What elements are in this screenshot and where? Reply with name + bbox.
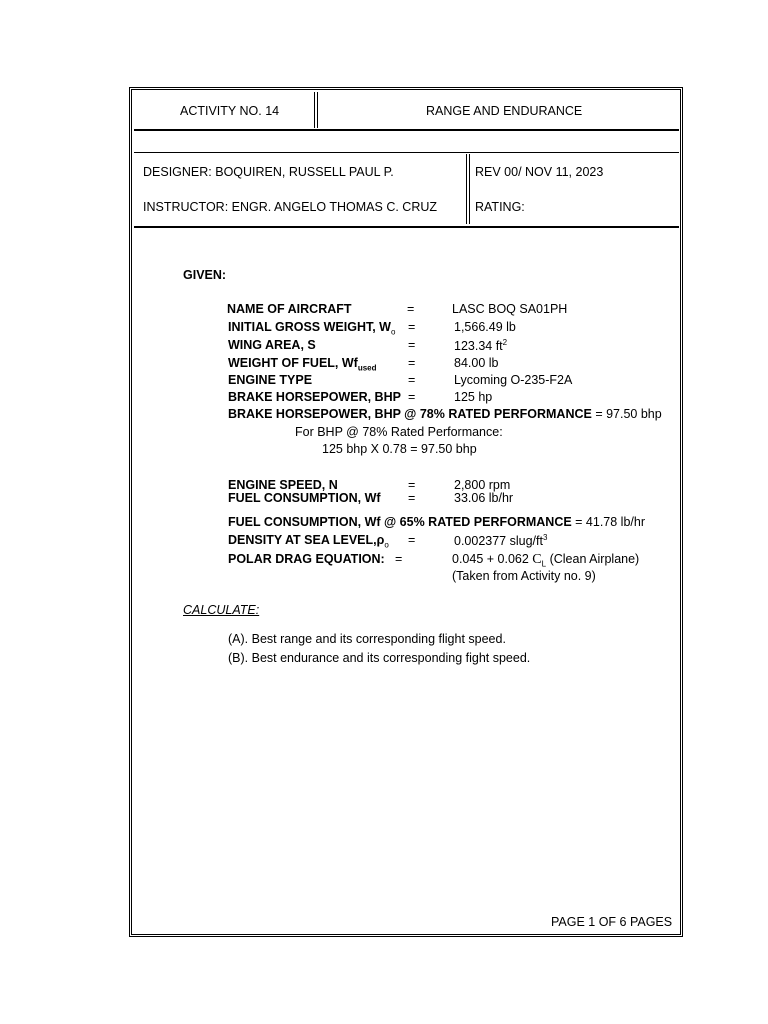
given-label: DENSITY AT SEA $LEVEL,\rho_o$ — [228, 533, 389, 550]
given-value: 0.002377 slug/$ft^3$ — [454, 533, 548, 549]
given-label: POLAR DRAG EQUATION: — [228, 552, 385, 566]
document-frame — [129, 87, 683, 937]
designer: DESIGNER: BOQUIREN, RUSSELL PAUL P. — [143, 165, 394, 179]
given-value: 123.34 $ft^2$ — [454, 338, 508, 354]
equals: = — [408, 373, 416, 387]
revision: REV 00/ NOV 11, 2023 — [475, 165, 604, 179]
given-value: 1,566.49 lb — [454, 320, 516, 334]
equals: = — [408, 478, 416, 492]
given-value: 2,800 rpm — [454, 478, 511, 492]
equals: = — [408, 338, 416, 352]
given-label: WEIGHT OF FUEL, $Wf_{used}$ — [228, 356, 377, 373]
calculate-item: (B). Best endurance and its corresponding fight speed. — [228, 651, 531, 665]
given-label: NAME OF AIRCRAFT — [227, 302, 352, 316]
header-divider — [134, 152, 679, 153]
polar-drag-source: (Taken from Activity no. 9) — [452, 569, 596, 583]
bhp78-note: For BHP @ 78% Rated Performance: — [295, 425, 503, 439]
given-value: 84.00 lb — [454, 356, 499, 370]
activity-number: ACTIVITY NO. 14 — [180, 104, 280, 118]
fuel-cons65-line: FUEL CONSUMPTION, Wf @ 65% RATED PERFORMANCE = 41.78 lb/hr — [228, 515, 646, 529]
given-value: 33.06 lb/hr — [454, 491, 514, 505]
page-number: PAGE 1 OF 6 PAGES — [551, 915, 673, 929]
given-value: Lycoming O-235-F2A — [454, 373, 573, 387]
calculate-item: (A). Best range and its corresponding flight speed. — [228, 632, 506, 646]
equals: = — [408, 390, 416, 404]
header-divider — [134, 129, 679, 131]
header-divider — [134, 226, 679, 228]
given-label: ENGINE SPEED, N — [228, 478, 338, 492]
calculate-heading: CALCULATE: — [183, 603, 260, 617]
given-label: FUEL CONSUMPTION, Wf — [228, 491, 381, 505]
rating: RATING: — [475, 200, 525, 214]
instructor: INSTRUCTOR: ENGR. ANGELO THOMAS C. CRUZ — [143, 200, 438, 214]
header-column-divider — [314, 92, 318, 128]
header-column-divider — [466, 154, 470, 224]
given-label: ENGINE TYPE — [228, 373, 313, 387]
given-label: INITIAL GROSS WEIGHT, $W_o$ — [228, 320, 396, 337]
equals: = — [408, 356, 416, 370]
bhp78-calc: 125 bhp X 0.78 = 97.50 bhp — [322, 442, 477, 456]
given-label: BRAKE HORSEPOWER, BHP — [228, 390, 401, 404]
polar-drag-value: 0.045 + 0.062 $C_L$ (Clean Airplane) — [452, 552, 640, 569]
given-value: 125 hp — [454, 390, 493, 404]
document-title: RANGE AND ENDURANCE — [426, 104, 583, 118]
bhp78-line: BRAKE HORSEPOWER, BHP @ 78% RATED PERFORMANCE = 97.50 bhp — [228, 407, 662, 421]
given-heading: GIVEN: — [183, 268, 227, 282]
equals: = — [408, 491, 416, 505]
equals: = — [407, 302, 415, 316]
given-label: WING AREA, S — [228, 338, 316, 352]
given-value: LASC BOQ SA01PH — [452, 302, 568, 316]
equals: = — [408, 533, 416, 547]
equals: = — [408, 320, 416, 334]
equals: = — [395, 552, 403, 566]
